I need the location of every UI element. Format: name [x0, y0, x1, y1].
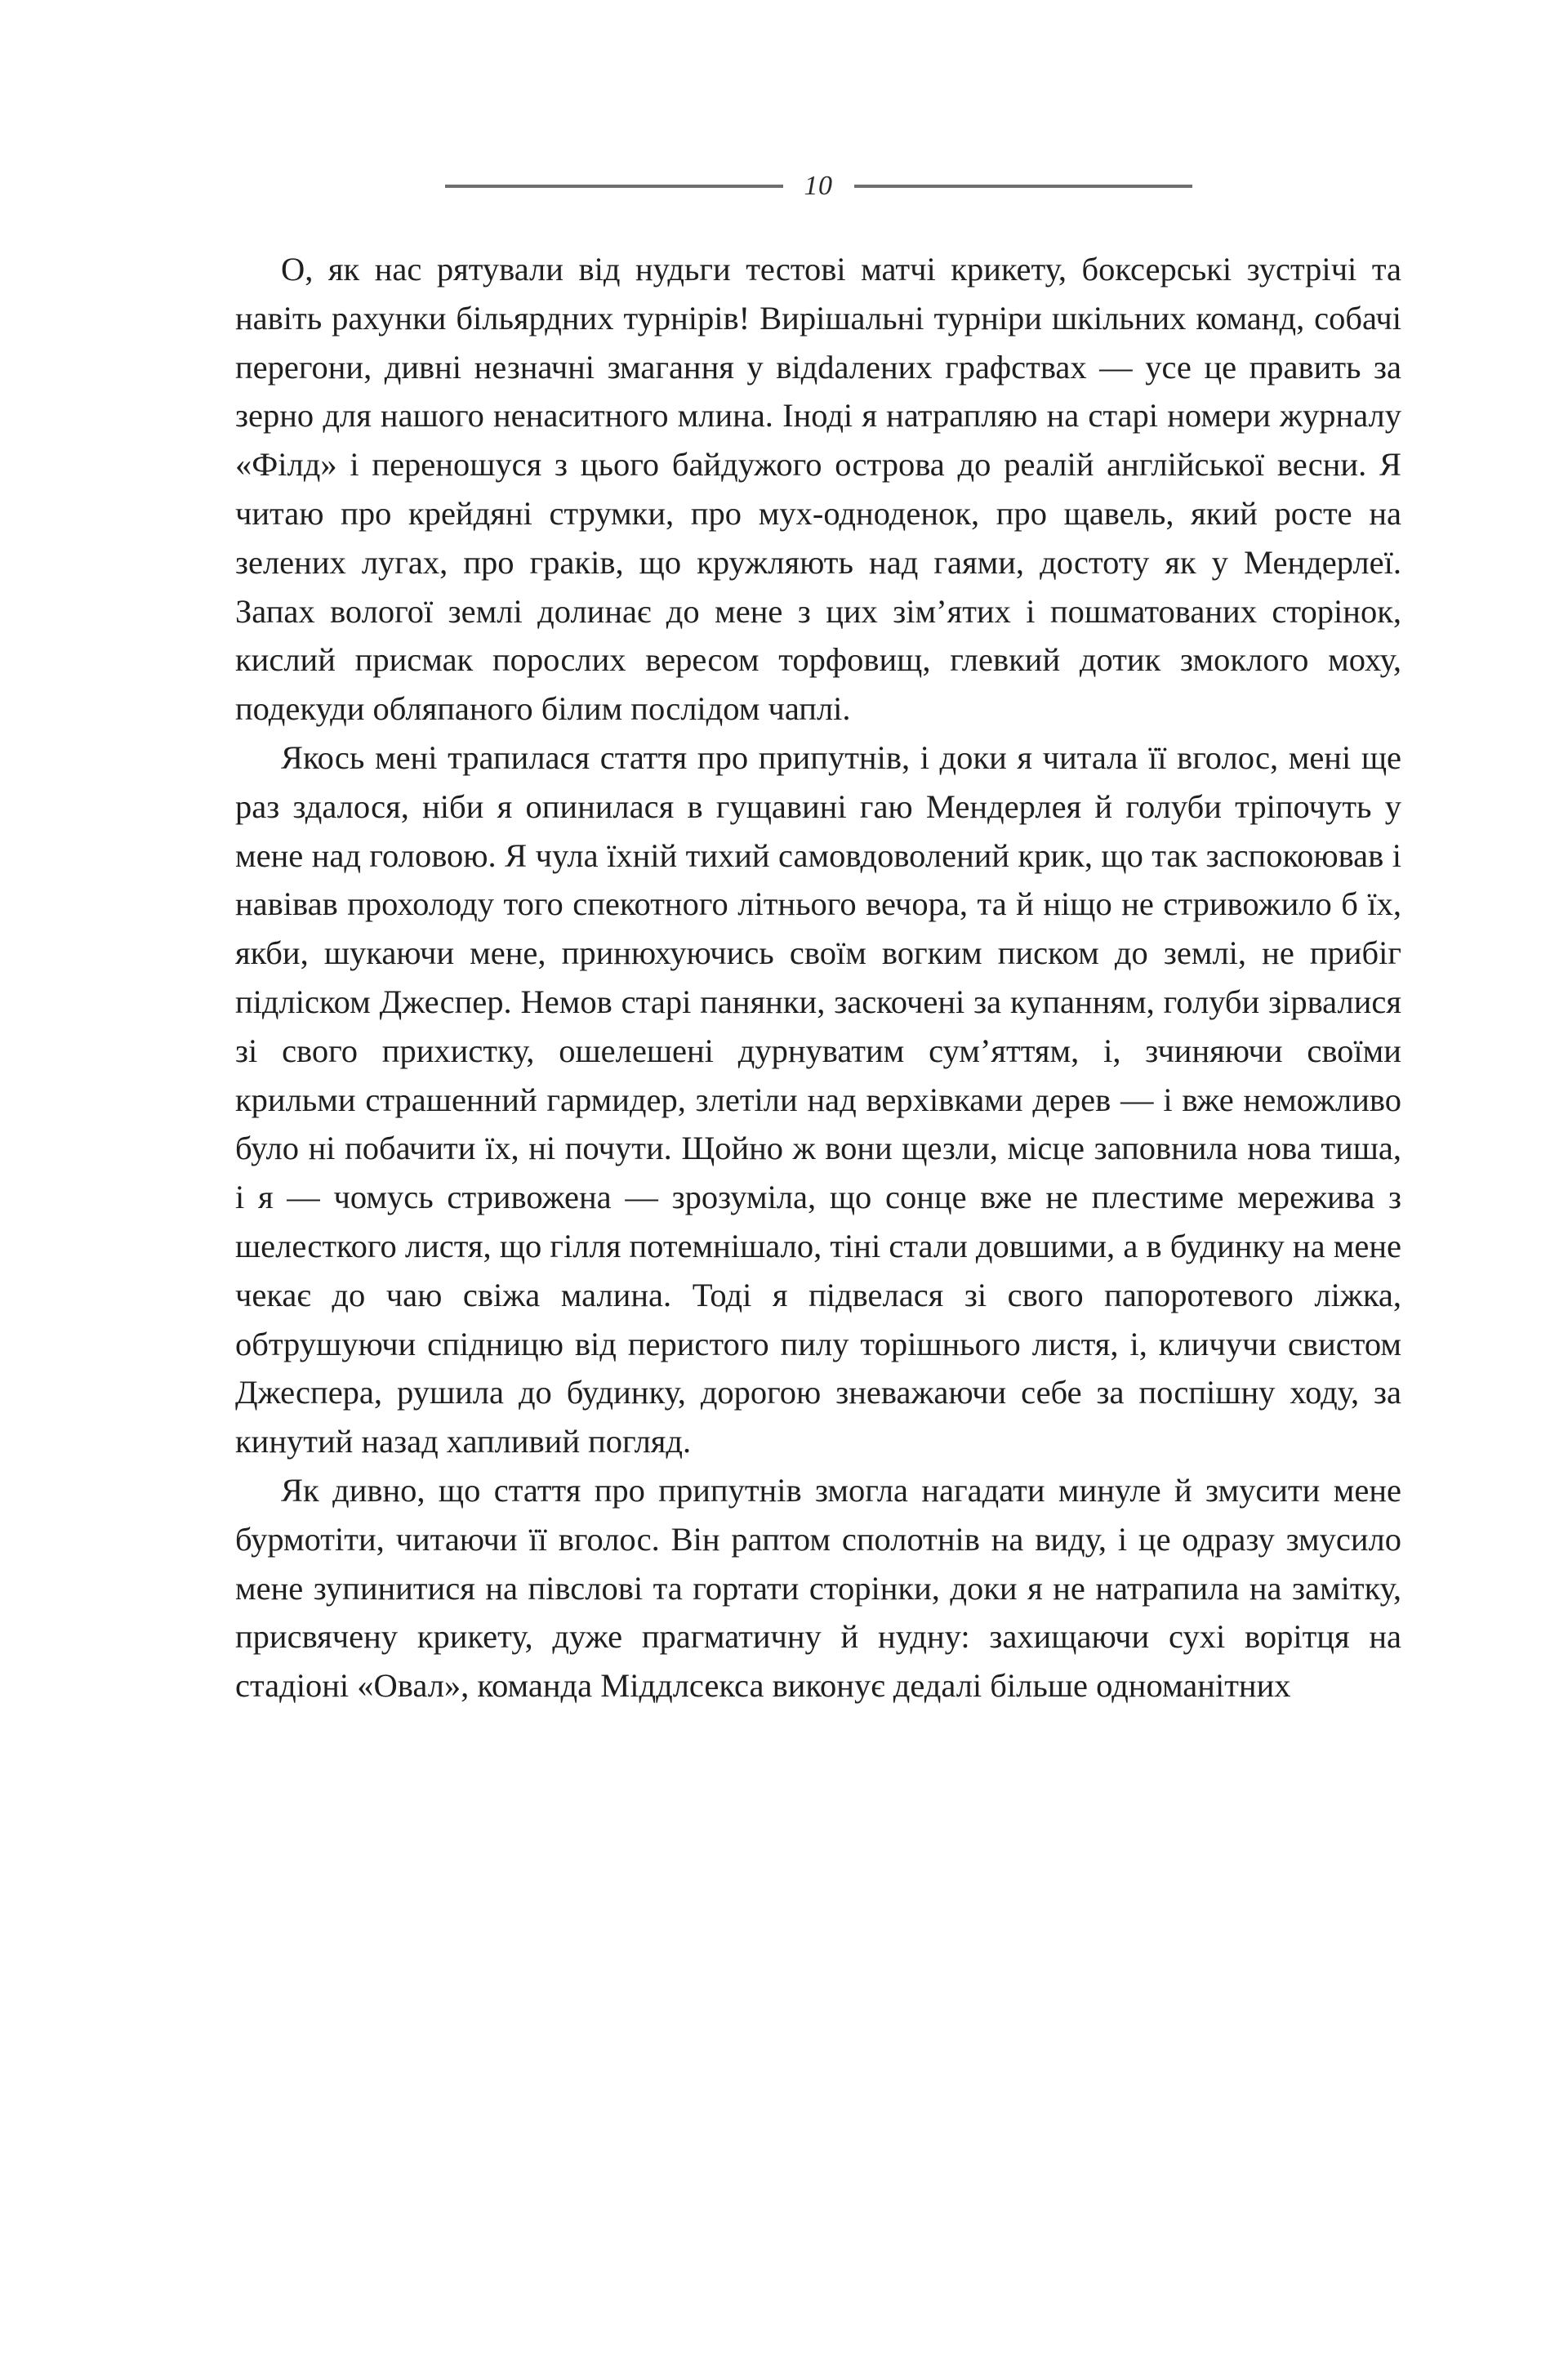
running-head — [235, 160, 1401, 212]
running-head-rule-left — [445, 185, 783, 188]
paragraph: Якось мені трапилася стаття про припутнів, і доки я читала її вголос, мені ще раз здалося, ніби я опинилася в гущавині гаю Мендерлея й голуби тріпочуть у мене над головою. Я чула їхній тихий самовдоволений крик, що так заспокоював і навівав прохолоду того спекотного літнього вечора, та й ніщо не стривожило б їх, якби, шукаючи мене, принюхуючись своїм вогким писком до землі, не прибіг підліском Джеспер. Немов старі панянки, заскочені за купанням, голуби зірвалися зі свого прихистку, ошелешені дурнуватим сум’яттям, і, зчиняючи своїми крильми страшенний гармидер, злетіли над верхівками дерев — і вже неможливо було ні побачити їх, ні почути. Щойно ж вони щезли, місце заповнила нова тиша, і я — чомусь стривожена — зрозуміла, що сонце вже не плестиме мережива з шелесткого листя, що гілля потемнішало, тіні стали довшими, а в будинку на мене чекає до чаю свіжа малина. Тоді я підвелася зі свого папоротевого ліжка, обтрушуючи спідницю від перистого пилу торішнього листя, і, кличучи свистом Джеспера, рушила до будинку, дорогою зневажаючи себе за поспішну ходу, за кинутий назад хапливий погляд. — [235, 738, 1401, 1460]
running-head-rule-right — [854, 185, 1192, 188]
paragraph: О, як нас рятували від нудьги тестові матчі крикету, боксерські зустрічі та навіть рахунки більярдних турнірів! Вирішальні турніри шкільних команд, собачі перегони, дивні незначні змагання у відdалених графствах — усе це править за зерно для нашого ненаситного млина. Іноді я натрапляю на старі номери журналу «Філд» і переношуся з цього байдужого острова до реалій англійської весни. Я читаю про крейдяні струмки, про мух-одноденок, про щавель, який росте на зелених лугах, про граків, що кружляють над гаями, достоту як у Мендерлеї. Запах вологої землі долинає до мене з цих зім’ятих і пошматованих сторінок, кислий присмак порослих вересом торфовищ, глевкий дотик змоклого моху, подекуди обляпаного білим послідом чаплі. — [235, 251, 1401, 728]
paragraph: Як дивно, що стаття про припутнів змогла нагадати минуле й змусити мене бурмотіти, читаючи її вголос. Він раптом сполотнів на виду, і це одразу змусило мене зупинитися на півслові та гортати сторінки, доки я не натрапила на замітку, присвячену крикету, дуже прагматичну й нудну: захищаючи сухі ворітця на стадіоні «Овал», команда Міддлсекса виконує дедалі більше одноманітних — [235, 1471, 1401, 1705]
page-number: 10 — [804, 171, 833, 201]
body-text — [235, 245, 1401, 1710]
